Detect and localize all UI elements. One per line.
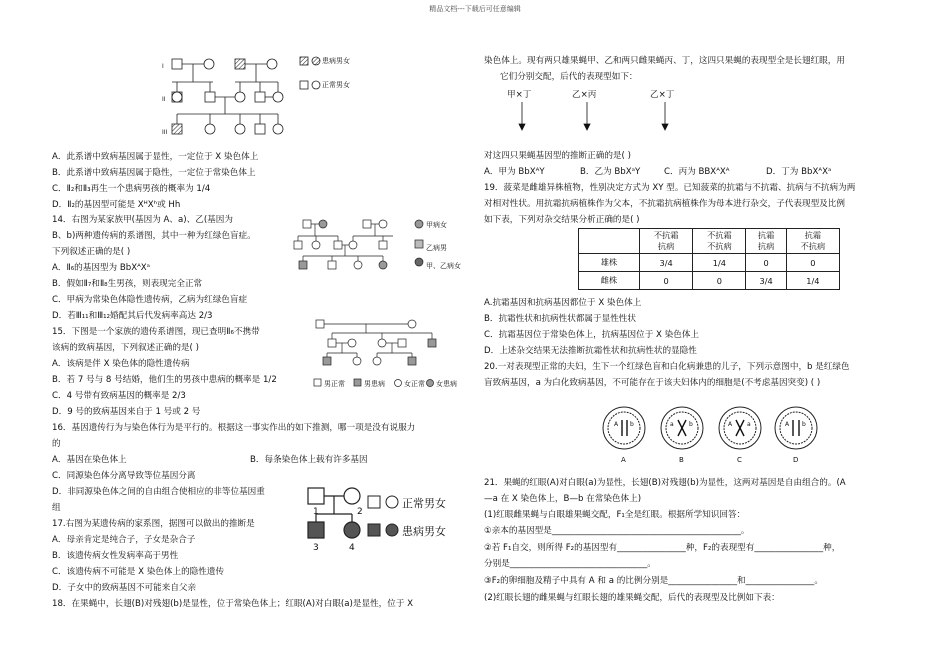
q17-option-a: A．母亲肯定是纯合子，子女是杂合子 xyxy=(52,535,196,545)
q19-line-1: 19．菠菜是雌雄异株植物，性别决定方式为 XY 型。已知菠菜的抗霜与不抗霜、抗病与不抗病为两 xyxy=(484,183,856,193)
q16-line-2: 的 xyxy=(52,439,61,449)
q14-option-b: B．假如Ⅱ₇和Ⅱ₈生男孩，则表现完全正常 xyxy=(52,279,203,289)
q18-cont-2: 它们分别交配，后代的表现型如下： xyxy=(500,72,638,82)
q21-line-5: ②若 F₁自交，则所得 F₂的基因型有________________种，F₂的表现型有________________种， xyxy=(484,543,841,553)
q21-line-1: 21．果蝇的红眼(A)对白眼(a)为显性，长翅(B)对残翅(b)为显性，这两对基因是自由组合的。(A xyxy=(484,478,846,488)
q21-line-3: (1)红眼雌果蝇与白眼雄果蝇交配，F₁全是红眼。根据所学知识回答： xyxy=(484,510,746,520)
q14-line-1: 14．右图为某家族甲(基因为 A、a)、乙(基因为 xyxy=(52,215,233,225)
table-header-cell: 不抗霜 抗病 xyxy=(640,229,693,254)
table-cell: 1/4 xyxy=(693,254,746,272)
q16-option-d-cont: 组 xyxy=(52,503,61,513)
q17-option-c: C．该遗传病不可能是 X 染色体上的隐性遗传 xyxy=(52,567,225,577)
q13-option-a: A．此系谱中致病基因属于显性，一定位于 X 染色体上 xyxy=(52,152,259,162)
q15-line-1: 15．下图是一个家族的遗传系谱图，现已查明Ⅱ₆不携带 xyxy=(52,327,260,337)
q15-option-c: C．4 号带有致病基因的概率是 2/3 xyxy=(52,391,186,401)
fig2-legend-1: 甲病女 xyxy=(426,221,447,229)
table-cell: 3/4 xyxy=(640,254,693,272)
cross-2: 乙×丙 xyxy=(572,90,597,100)
table-header-row xyxy=(579,229,840,254)
q16-option-b: B．每条染色体上载有许多基因 xyxy=(250,455,368,465)
table-row xyxy=(579,272,840,290)
svg-text:b: b xyxy=(689,421,693,428)
q18-option-b: B．乙为 BbXᵃY xyxy=(580,167,641,177)
q13-option-b: B．此系谱中致病基因属于隐性，一定位于常染色体上 xyxy=(52,168,256,178)
cell-label-b: B xyxy=(679,456,684,464)
svg-text:A: A xyxy=(785,421,790,428)
q16-option-c: C．同源染色体分离导致等位基因分离 xyxy=(52,471,196,481)
q14-line-3: 下列叙述正确的是( ) xyxy=(52,247,131,257)
fig4-num-1: 1 xyxy=(313,507,319,517)
fig2-legend-2: 乙病男 xyxy=(426,244,447,252)
q19-option-a: A.抗霜基因和抗病基因都位于 X 染色体上 xyxy=(484,298,642,308)
table-cell: 1/4 xyxy=(786,272,839,290)
q14-option-c: C．甲病为常染色体隐性遗传病，乙病为红绿色盲症 xyxy=(52,295,248,305)
q15-option-d: D．9 号的致病基因来自于 1 号或 2 号 xyxy=(52,407,201,417)
q15-option-a: A．该病是伴 X 染色体的隐性遗传病 xyxy=(52,359,190,369)
q18-option-a: A．甲为 BbXᴬY xyxy=(484,167,545,177)
table-cell: 0 xyxy=(693,272,746,290)
q16-option-d: D．非同源染色体之间的自由组合使相应的非等位基因重 xyxy=(52,487,265,497)
table-cell: 0 xyxy=(746,254,786,272)
svg-text:b: b xyxy=(802,421,806,428)
fig4-num-4: 4 xyxy=(349,543,355,553)
q19-table xyxy=(578,228,840,290)
svg-text:a: a xyxy=(747,421,751,428)
q20-line-2: 盲致病基因，a 为白化致病基因，不可能存在于该夫妇体内的细胞是(不考虑基因突变) ( ) xyxy=(484,378,821,388)
table-header-cell: 不抗霜 不抗病 xyxy=(693,229,746,254)
fig1-legend-affected: 患病男女 xyxy=(322,57,350,65)
q17-option-d: D．子女中的致病基因不可能来自父亲 xyxy=(52,583,197,593)
fig3-legend-4: 女患病 xyxy=(436,380,457,388)
q17-option-b: B．该遗传病女性发病率高于男性 xyxy=(52,551,179,561)
svg-text:b: b xyxy=(630,421,634,428)
q18-line-1: 18．在果蝇中，长翅(B)对残翅(b)是显性，位于常染色体上；红眼(A)对白眼(a)是显性，位于 X xyxy=(52,599,414,609)
q18-option-c: C．丙为 BBXᴬXᴬ xyxy=(664,167,730,177)
q15-option-b: B．若 7 号与 8 号结婚，他们生的男孩中患病的概率是 1/2 xyxy=(52,375,277,385)
q16-line-1: 16．基因遗传行为与染色体行为是平行的。根据这一事实作出的如下推测，哪一项是没有说服力 xyxy=(52,423,416,433)
q21-line-7: ③F₂的卵细胞及精子中具有 A 和 a 的比例分别是________________和________________。 xyxy=(484,576,823,586)
svg-text:A: A xyxy=(728,421,733,428)
table-header-cell xyxy=(579,229,640,254)
q21-line-6: 分别是________________________________。 xyxy=(484,559,656,569)
q21-line-4: ①亲本的基因型是____________________________________________。 xyxy=(484,526,750,536)
q19-line-2: 对相对性状。用抗霜抗病植株作为父本，不抗霜抗病植株作为母本进行杂交，子代表现型及比例 xyxy=(484,199,845,209)
table-cell: 0 xyxy=(786,254,839,272)
svg-text:A: A xyxy=(614,421,619,428)
q20-line-1: 20.一对表现型正常的夫妇，生下一个红绿色盲和白化病兼患的儿子，下列示意图中，b 是红绿色 xyxy=(484,362,850,372)
q15-line-2: 该病的致病基因，下列叙述正确的是( ) xyxy=(52,343,199,353)
cross-1: 甲×丁 xyxy=(507,90,532,100)
table-header-cell: 抗霜 不抗病 xyxy=(786,229,839,254)
table-cell: 0 xyxy=(640,272,693,290)
q19-option-b: B．抗霜性状和抗病性状都属于显性性状 xyxy=(484,314,636,324)
q21-line-2: —a 在 X 染色体上，B—b 在常染色体上) xyxy=(484,494,642,504)
table-row xyxy=(579,254,840,272)
fig1-legend-normal: 正常男女 xyxy=(322,81,350,89)
cell-label-d: D xyxy=(793,456,799,464)
fig4-legend-shapes xyxy=(366,492,402,544)
cell-label-a: A xyxy=(621,456,626,464)
q21-line-8: (2)红眼长翅的雌果蝇与红眼长翅的雄果蝇交配，后代的表现型及比例如下表： xyxy=(484,593,780,603)
page-header: 精品文档---下载后可任意编辑 xyxy=(429,5,521,13)
fig4-legend-normal: 正常男女 xyxy=(402,497,446,510)
table-cell: 3/4 xyxy=(746,272,786,290)
q18-cont-1: 染色体上。现有两只雄果蝇甲、乙和两只雌果蝇丙、丁，这四只果蝇的表现型全是长翅红眼，用 xyxy=(484,56,845,66)
fig4-num-2: 2 xyxy=(357,507,363,517)
table-cell: 雌株 xyxy=(579,272,640,290)
fig2-legend-3: 甲、乙病女 xyxy=(426,262,461,270)
q13-option-c: C．Ⅱ₂和Ⅱ₃再生一个患病男孩的概率为 1/4 xyxy=(52,184,211,194)
fig4-legend-affected: 患病男女 xyxy=(402,525,446,538)
table-cell: 雄株 xyxy=(579,254,640,272)
gen-label-2: II xyxy=(162,96,166,103)
q19-option-c: C．抗霜基因位于常染色体上，抗病基因位于 X 染色体上 xyxy=(484,330,700,340)
cross-3: 乙×丁 xyxy=(650,90,675,100)
q16-option-a: A．基因在染色体上 xyxy=(52,455,127,465)
q19-option-d: D．上述杂交结果无法推断抗霜性状和抗病性状的显隐性 xyxy=(484,346,697,356)
pedigree-figure-1 xyxy=(160,54,340,150)
q14-option-d: D．若Ⅲ₁₁和Ⅲ₁₂婚配其后代发病率高达 2/3 xyxy=(52,311,213,321)
q17-line-1: 17.右图为某遗传病的家系图，据图可以做出的推断是 xyxy=(52,519,255,529)
svg-text:a: a xyxy=(670,421,674,428)
q20-cells xyxy=(600,404,830,466)
cell-label-c: C xyxy=(737,456,742,464)
q18-option-d: D．丁为 BbXᴬXᵃ xyxy=(766,167,832,177)
fig3-legend-1: 男正常 xyxy=(324,380,345,388)
fig3-legend-2: 男患病 xyxy=(364,380,385,388)
cross-arrows xyxy=(510,102,680,132)
q14-line-2: B、b)两种遗传病的系谱图，其中一种为红绿色盲症。 xyxy=(52,231,256,241)
fig4-num-3: 3 xyxy=(313,543,319,553)
q13-option-d: D．Ⅱ₂的基因型可能是 XᴴXʰ或 Hh xyxy=(52,200,181,210)
q19-line-3: 如下表，下列对杂交结果分析正确的是( ) xyxy=(484,215,640,225)
table-header-cell: 抗霜 抗病 xyxy=(746,229,786,254)
fig3-legend-3: 女正常 xyxy=(404,380,425,388)
gen-label-1: I xyxy=(162,63,164,70)
gen-label-3: III xyxy=(162,129,168,136)
q14-option-a: A．Ⅱ₆的基因型为 BbXᴬXᵃ xyxy=(52,263,151,273)
q18-ask: 对这四只果蝇基因型的推断正确的是( ) xyxy=(484,151,631,161)
